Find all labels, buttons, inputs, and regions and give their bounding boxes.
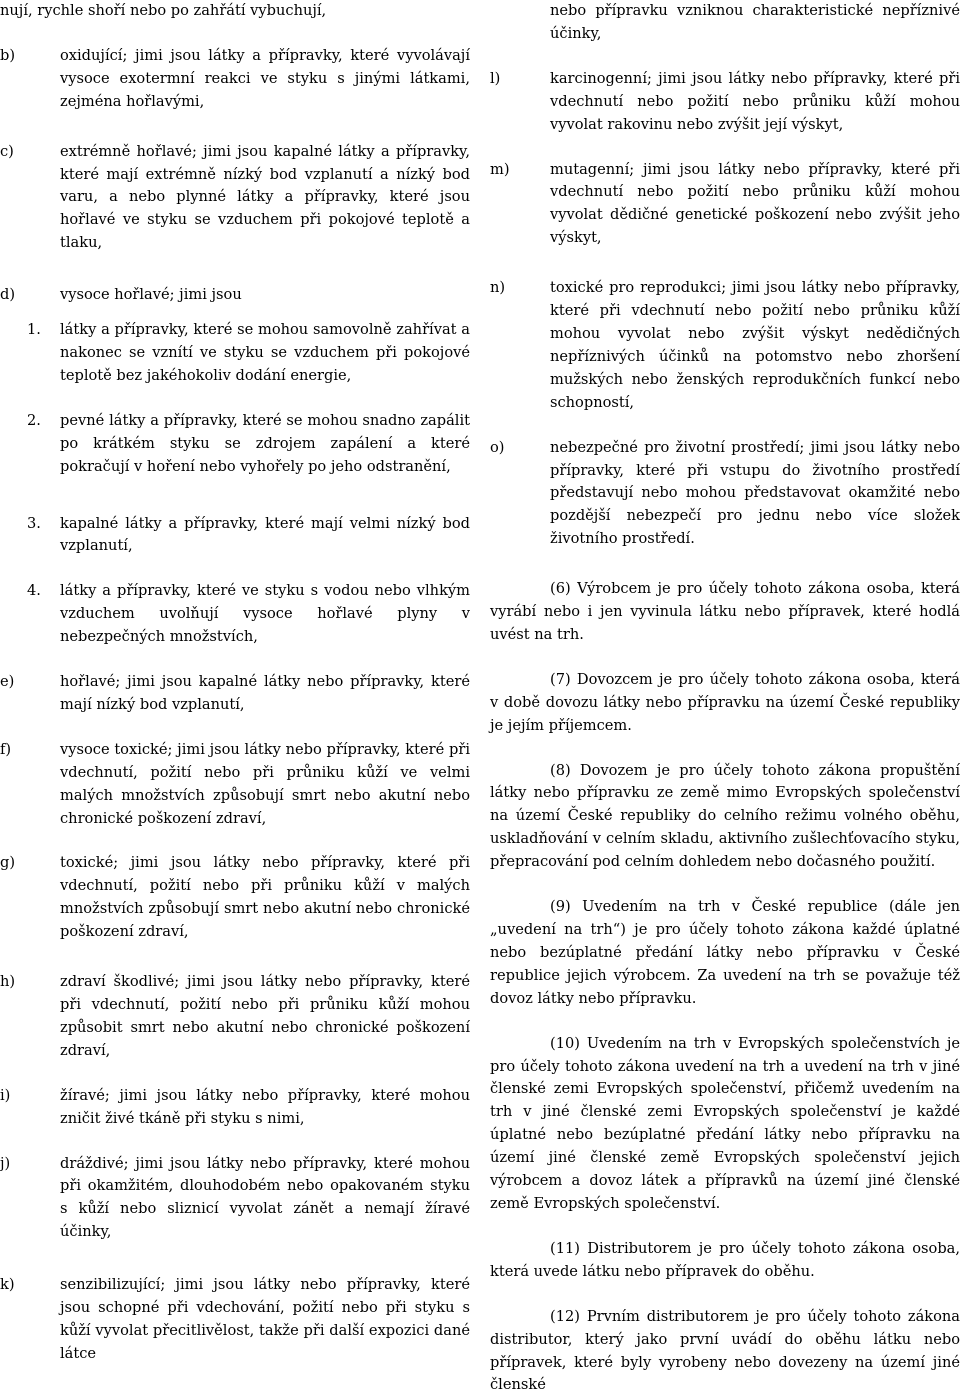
item-text: oxidující; jimi jsou látky a přípravky, které vyvolávají vysoce exotermní reakci ve styku s jinými látkami, zejména hořlavými, [60,46,470,110]
paragraph-10: (10) Uvedením na trh v Evropských společenstvích je pro účely tohoto zákona uvedení na trh a uvedení na trh v jiné členské zemi Evropských společenství, přičemž uvedením na trh v jiné členské zemi Evropských společenství je každé úplatné nebo bezúplatné předání látky nebo přípravku na území jiné členské země Evropských společenství jejich výrobcem a dovoz látek a přípravků na území jiné členské země Evropských společenství. [490,1034,960,1212]
item-label: i) [0,1086,11,1104]
item-text: toxické pro reprodukci; jimi jsou látky nebo přípravky, které při vdechnutí nebo požití nebo průniku kůží mohou vyvolat nebo zvýšit výskyt nedědičných nepříznivých účinků na potomstvo nebo zhoršení mužských nebo ženských reprodukčních funkcí nebo schopností, [550,279,960,411]
item-label: f) [0,740,12,758]
item-label: o) [490,438,505,456]
sub-item-text: látky a přípravky, které ve styku s vodou nebo vlhkým vzduchem uvolňují vysoce hořlavé plyny v nebezpečných množstvích, [60,582,470,646]
item-label: m) [490,160,510,178]
left-column [0,0,470,1366]
sub-item-number: 3. [27,514,41,532]
item-label: b) [0,46,16,64]
item-text: toxické; jimi jsou látky nebo přípravky, které při vdechnutí, požití nebo při průniku kůží v malých množstvích způsobují smrt nebo akutní nebo chronické poškození zdraví, [60,854,470,941]
item-label: n) [490,279,506,297]
list-item-k-continued [490,0,960,46]
list-item-g [0,852,470,944]
item-text: žíravé; jimi jsou látky nebo přípravky, které mohou zničit živé tkáně při styku s nimi, [60,1086,470,1127]
list-item-f [0,739,470,831]
item-text: karcinogenní; jimi jsou látky nebo přípravky, které při vdechnutí nebo požití nebo průniku kůží mohou vyvolat rakovinu nebo zvýšit její výskyt, [550,69,960,133]
item-label: l) [490,69,501,87]
list-item-e [0,671,470,717]
list-item-h [0,971,470,1063]
list-item-d [0,284,470,307]
list-item-l [490,68,960,137]
list-item-i [0,1085,470,1131]
paragraph-6: (6) Výrobcem je pro účely tohoto zákona osoba, která vyrábí nebo i jen vyvinula látku nebo přípravek, které hodlá uvést na trh. [490,580,960,643]
item-text: mutagenní; jimi jsou látky nebo přípravky, které při vdechnutí nebo požití nebo průniku kůží mohou vyvolat dědičné genetické poškození nebo zvýšit jeho výskyt, [550,160,960,247]
item-text: zdraví škodlivé; jimi jsou látky nebo přípravky, které při vdechnutí, požití nebo při průniku kůží mohou způsobit smrt nebo akutní nebo chronické poškození zdraví, [60,973,470,1059]
item-label: c) [0,142,14,160]
paragraph-7: (7) Dovozcem je pro účely tohoto zákona osoba, která v době dovozu látky nebo přípravku na území České republiky je jejím příjemcem. [490,670,960,734]
list-item-b [0,45,470,114]
item-label: j) [0,1154,11,1172]
item-label: h) [0,973,16,991]
sub-item-number: 1. [27,321,41,339]
list-item-o [490,437,960,552]
paragraph-11: (11) Distributorem je pro účely tohoto zákona osoba, která uvede látku nebo přípravek do oběhu. [490,1239,960,1280]
paragraph-8: (8) Dovozem je pro účely tohoto zákona propuštění látky nebo přípravku ze země mimo Evropských společenství na území České republiky do celního režimu volného oběhu, uskladňování v celním skladu, aktivního zušlechťovacího styku, přepracování pod celním dohledem nebo dočasného použití. [490,761,960,871]
sub-item-3 [0,513,470,559]
list-item-c [0,141,470,256]
paragraph-9: (9) Uvedením na trh v České republice (dále jen „uvedení na trh“) je pro účely tohoto zákona každé úplatné nebo bezúplatné předání látky nebo přípravku v České republice jejich výrobcem. Za uvedení na trh se považuje též dovoz látky nebo přípravku. [490,898,960,1007]
item-text: nebezpečné pro životní prostředí; jimi jsou látky nebo přípravky, které při vstupu do životního prostředí představují nebo mohou představovat okamžité nebo pozdější nebezpečí pro jednu nebo více složek životního prostředí. [550,438,960,548]
item-text: dráždivé; jimi jsou látky nebo přípravky, které mohou při okamžitém, dlouhodobém nebo opakovaném styku s kůží nebo sliznicí vyvolat zánět a nemají žíravé účinky, [60,1154,470,1241]
sub-item-number: 4. [27,582,41,600]
item-label: g) [0,854,16,872]
item-label: k) [0,1276,15,1294]
sub-item-text: pevné látky a přípravky, které se mohou snadno zapálit po krátkém styku se zdrojem zapálení a které pokračují v hoření nebo vyhořely po jeho odstranění, [60,411,470,475]
right-column [490,0,960,1397]
item-text: vysoce toxické; jimi jsou látky nebo přípravky, které při vdechnutí, požití nebo při průniku kůží ve velmi malých množstvích způsobují smrt nebo akutní nebo chronické poškození zdraví, [60,740,470,827]
list-item-n [490,277,960,414]
item-label: d) [0,286,16,304]
sub-item-4 [0,580,470,649]
list-item-j [0,1153,470,1245]
item-text: hořlavé; jimi jsou kapalné látky nebo přípravky, které mají nízký bod vzplanutí, [60,673,470,713]
item-text: extrémně hořlavé; jimi jsou kapalné látky a přípravky, které mají extrémně nízký bod vzplanutí a nízký bod varu, a nebo plynné látky a přípravky, které jsou hořlavé ve styku se vzduchem při pokojové teplotě a tlaku, [60,142,470,252]
sub-item-2 [0,410,470,479]
sub-item-1 [0,319,470,388]
sub-item-text: kapalné látky a přípravky, které mají velmi nízký bod vzplanutí, [60,514,470,555]
item-text: vysoce hořlavé; jimi jsou [60,286,242,304]
paragraph-12: (12) Prvním distributorem je pro účely tohoto zákona distributor, který jako první uvádí do oběhu látku nebo přípravek, které byly vyrobeny nebo dovezeny na území jiné členské [490,1307,960,1394]
sub-item-number: 2. [27,411,41,429]
list-item-m [490,159,960,251]
item-label: e) [0,673,15,691]
list-item-k [0,1274,470,1366]
continued-text: nují, rychle shoří nebo po zahřátí vybuchují, [0,2,327,19]
sub-item-text: látky a přípravky, které se mohou samovolně zahřívat a nakonec se vznítí ve styku se vzduchem při pokojové teplotě bez jakéhokoliv dodání energie, [60,321,470,384]
item-text: senzibilizující; jimi jsou látky nebo přípravky, které jsou schopné při vdechování, požití nebo při styku s kůží vyvolat přecitlivělost, takže při další expozici dané látce [60,1276,470,1362]
continued-text: nebo přípravku vzniknou charakteristické nepříznivé účinky, [550,2,960,42]
